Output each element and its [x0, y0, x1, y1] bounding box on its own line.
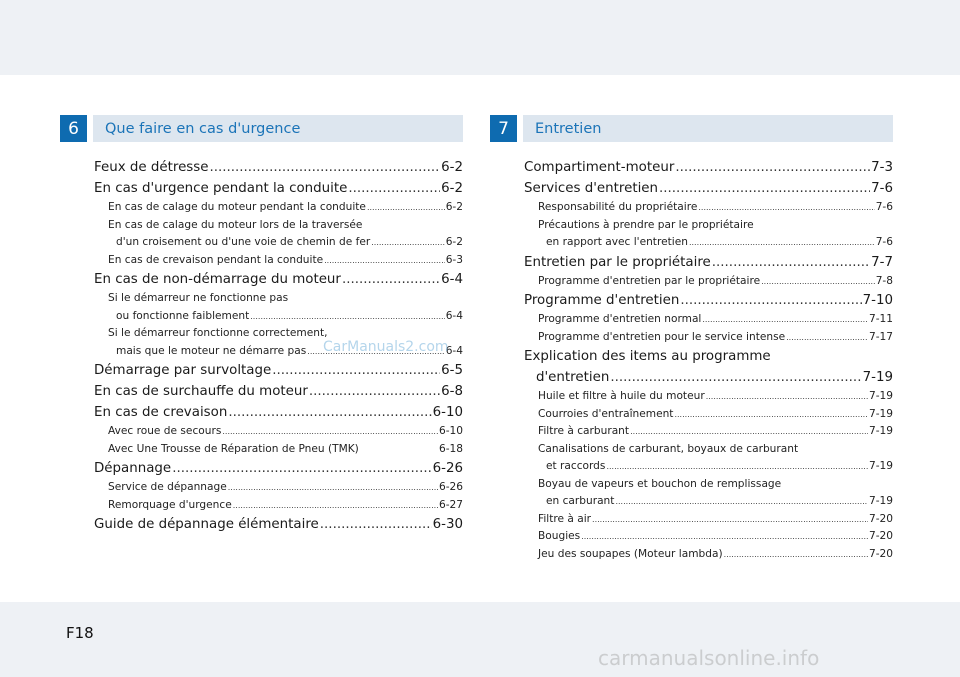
toc-subentry[interactable] [524, 493, 893, 511]
toc-entry-title: Programme d'entretien [524, 293, 680, 308]
toc-leader-dots [367, 199, 445, 217]
chapter-title: Que faire en cas d'urgence [93, 115, 463, 142]
toc-entry-title: d'entretien [536, 370, 610, 385]
toc-subentry[interactable] [524, 199, 893, 217]
table-of-contents [524, 157, 893, 563]
toc-subentry[interactable] [94, 423, 463, 441]
toc-entry-title: Dépannage [94, 461, 172, 476]
toc-leader-dots [724, 546, 868, 564]
toc-page-number: 6-4 [441, 272, 463, 287]
toc-entry-title: Bougies [538, 530, 581, 542]
toc-page-number: 7-19 [868, 407, 893, 420]
toc-entry-title: Programme d'entretien normal [538, 313, 702, 325]
toc-subentry[interactable] [524, 511, 893, 529]
toc-page-number: 6-10 [438, 425, 463, 437]
toc-leader-dots [228, 479, 438, 497]
toc-page-number: 6-2 [441, 160, 463, 175]
toc-page-number: 7-8 [875, 274, 893, 287]
toc-subentry[interactable] [524, 217, 893, 235]
toc-leader-dots [342, 269, 440, 290]
toc-entry-title: Courroies d'entraînement [538, 407, 674, 420]
toc-subentry[interactable] [524, 546, 893, 564]
toc-subentry[interactable] [94, 497, 463, 515]
toc-page-number: 7-10 [862, 293, 893, 308]
toc-leader-dots [675, 157, 870, 178]
toc-page-number: 6-2 [445, 236, 463, 248]
toc-subentry[interactable] [94, 308, 463, 326]
toc-leader-dots [698, 199, 874, 217]
toc-entry[interactable] [524, 178, 893, 199]
toc-leader-dots [324, 252, 445, 270]
toc-page-number: 7-19 [862, 370, 893, 385]
toc-entry-title: En cas de non-démarrage du moteur [94, 272, 341, 287]
toc-page-number: 7-3 [871, 160, 893, 175]
toc-entry-title: Responsabilité du propriétaire [538, 201, 698, 213]
toc-entry[interactable] [94, 269, 463, 290]
toc-subentry[interactable] [524, 406, 893, 424]
toc-page-number: 6-8 [441, 384, 463, 399]
toc-entry[interactable] [94, 178, 463, 199]
toc-subentry[interactable] [524, 476, 893, 494]
toc-entry-title: Filtre à air [538, 512, 592, 525]
toc-entry-title: Précautions à prendre par le propriétaire [538, 218, 754, 231]
toc-subentry[interactable] [524, 329, 893, 347]
chapter-6-header [60, 115, 463, 142]
toc-leader-dots [210, 157, 441, 178]
toc-entry-title: Démarrage par survoltage [94, 363, 272, 378]
toc-leader-dots [581, 528, 868, 546]
toc-entry-title: En cas de crevaison [94, 405, 228, 420]
toc-subentry[interactable] [524, 458, 893, 476]
header-band [0, 0, 960, 75]
toc-entry-title: Jeu des soupapes (Moteur lambda) [538, 547, 723, 560]
toc-entry-title: En cas de surchauffe du moteur [94, 384, 308, 399]
toc-leader-dots [222, 423, 438, 441]
toc-entry[interactable] [524, 367, 893, 388]
toc-entry-title: en rapport avec l'entretien [546, 236, 688, 248]
toc-subentry[interactable] [94, 252, 463, 270]
toc-entry-title: Feux de détresse [94, 160, 209, 175]
page-number: F18 [66, 624, 94, 642]
toc-page-number: 7-7 [871, 254, 893, 270]
toc-leader-dots [592, 511, 868, 529]
toc-entry-title: mais que le moteur ne démarre pas [116, 344, 307, 357]
toc-entry-title: Canalisations de carburant, boyaux de carburant [538, 442, 799, 455]
chapter-title: Entretien [523, 115, 893, 142]
chapter-number-badge: 6 [60, 115, 87, 142]
toc-subentry[interactable] [524, 388, 893, 406]
toc-entry-title: en carburant [546, 495, 615, 507]
toc-leader-dots [320, 514, 432, 535]
toc-entry-title: Programme d'entretien pour le service intense [538, 330, 786, 343]
toc-subentry[interactable] [524, 273, 893, 291]
toc-entry-title: En cas de calage du moteur lors de la traversée [108, 218, 363, 231]
toc-leader-dots [309, 381, 440, 402]
toc-subentry[interactable] [94, 199, 463, 217]
toc-subentry[interactable] [94, 479, 463, 497]
site-watermark: carmanualsonline.info [598, 646, 820, 670]
toc-leader-dots [689, 234, 875, 252]
toc-subentry[interactable] [94, 441, 463, 459]
toc-entry-title: Guide de dépannage élémentaire [94, 517, 319, 532]
toc-leader-dots [680, 290, 861, 311]
toc-page-number: 6-10 [432, 405, 463, 420]
toc-entry[interactable] [94, 381, 463, 402]
toc-entry-title: En cas de calage du moteur pendant la conduite [108, 201, 366, 213]
toc-entry-title: Remorquage d'urgence [108, 498, 232, 511]
toc-page-number: 7-20 [868, 547, 893, 560]
toc-leader-dots [706, 388, 868, 406]
toc-entry-title: et raccords [546, 460, 606, 472]
toc-entry-title: Compartiment-moteur [524, 160, 675, 175]
toc-leader-dots [606, 458, 868, 476]
toc-entry-title: Huile et filtre à huile du moteur [538, 390, 705, 402]
toc-page-number: 7-19 [868, 425, 893, 437]
toc-page-number: 7-20 [868, 512, 893, 525]
toc-entry-title: Avec roue de secours [108, 425, 222, 437]
toc-leader-dots [786, 329, 868, 347]
chapter-number-badge: 7 [490, 115, 517, 142]
toc-subentry[interactable] [524, 441, 893, 459]
toc-page-number: 6-5 [441, 363, 463, 378]
toc-entry-title: Si le démarreur ne fonctionne pas [108, 292, 289, 304]
toc-page-number: 7-19 [868, 460, 893, 472]
toc-leader-dots [233, 497, 438, 515]
toc-subentry[interactable] [524, 234, 893, 252]
toc-leader-dots [702, 311, 868, 329]
toc-leader-dots [228, 402, 431, 423]
toc-entry-title: ou fonctionne faiblement [116, 309, 250, 322]
toc-entry[interactable] [524, 157, 893, 178]
toc-subentry[interactable] [524, 423, 893, 441]
toc-page-number: 6-18 [438, 442, 463, 455]
toc-entry[interactable] [524, 346, 893, 367]
toc-leader-dots [371, 234, 444, 252]
toc-entry-title: Service de dépannage [108, 481, 227, 493]
toc-leader-dots [712, 252, 870, 273]
toc-entry[interactable] [94, 514, 463, 535]
toc-entry-title: Avec Une Trousse de Réparation de Pneu (TMK) [108, 442, 359, 455]
toc-entry-title: Filtre à carburant [538, 425, 630, 437]
toc-page-number: 7-6 [875, 236, 893, 248]
toc-entry-title: d'un croisement ou d'une voie de chemin de fer [116, 236, 371, 248]
toc-entry-title: Explication des items au programme [524, 349, 771, 364]
toc-leader-dots [674, 406, 867, 424]
toc-entry[interactable] [94, 360, 463, 381]
toc-page-number: 6-2 [445, 201, 463, 213]
toc-page-number: 6-4 [445, 309, 463, 322]
toc-page-number: 7-19 [868, 495, 893, 507]
toc-leader-dots [761, 273, 875, 291]
toc-page-number: 7-20 [868, 530, 893, 542]
toc-subentry[interactable] [524, 311, 893, 329]
toc-leader-dots [250, 308, 444, 326]
toc-page-number: 6-26 [432, 461, 463, 476]
watermark: CarManuals2.com [323, 339, 449, 355]
toc-page-number: 6-30 [432, 517, 463, 532]
chapter-7-column [490, 115, 893, 563]
toc-entry[interactable] [94, 402, 463, 423]
toc-entry[interactable] [524, 290, 893, 311]
toc-entry-title: En cas d'urgence pendant la conduite [94, 181, 348, 196]
toc-entry-title: Boyau de vapeurs et bouchon de remplissage [538, 477, 782, 490]
toc-leader-dots [659, 178, 870, 199]
toc-entry-title: Services d'entretien [524, 181, 659, 196]
toc-leader-dots [272, 360, 440, 381]
toc-subentry[interactable] [94, 234, 463, 252]
toc-subentry[interactable] [524, 528, 893, 546]
toc-entry[interactable] [94, 458, 463, 479]
toc-page-number: 6-4 [445, 344, 463, 357]
toc-entry[interactable] [94, 157, 463, 178]
chapter-6-column [60, 115, 463, 535]
toc-entry[interactable] [524, 252, 893, 273]
toc-page-number: 6-26 [438, 481, 463, 493]
toc-subentry[interactable] [94, 290, 463, 308]
toc-entry-title: Programme d'entretien par le propriétaire [538, 274, 761, 287]
toc-leader-dots [172, 458, 431, 479]
toc-page-number: 7-17 [868, 330, 893, 343]
toc-page-number: 7-11 [868, 313, 893, 325]
toc-leader-dots [630, 423, 868, 441]
toc-subentry[interactable] [94, 217, 463, 235]
toc-page-number: 6-2 [441, 181, 463, 196]
toc-entry-title: En cas de crevaison pendant la conduite [108, 253, 324, 266]
toc-page-number: 7-19 [868, 390, 893, 402]
toc-leader-dots [615, 493, 868, 511]
chapter-7-header [490, 115, 893, 142]
toc-page-number: 7-6 [871, 181, 893, 196]
toc-entry-title: Entretien par le propriétaire [524, 254, 711, 270]
toc-page-number: 6-3 [445, 253, 463, 266]
toc-leader-dots [610, 367, 861, 388]
toc-page-number: 6-27 [438, 498, 463, 511]
toc-entry-title: Si le démarreur fonctionne correctement, [108, 327, 328, 339]
toc-leader-dots [348, 178, 440, 199]
toc-page-number: 7-6 [875, 201, 893, 213]
